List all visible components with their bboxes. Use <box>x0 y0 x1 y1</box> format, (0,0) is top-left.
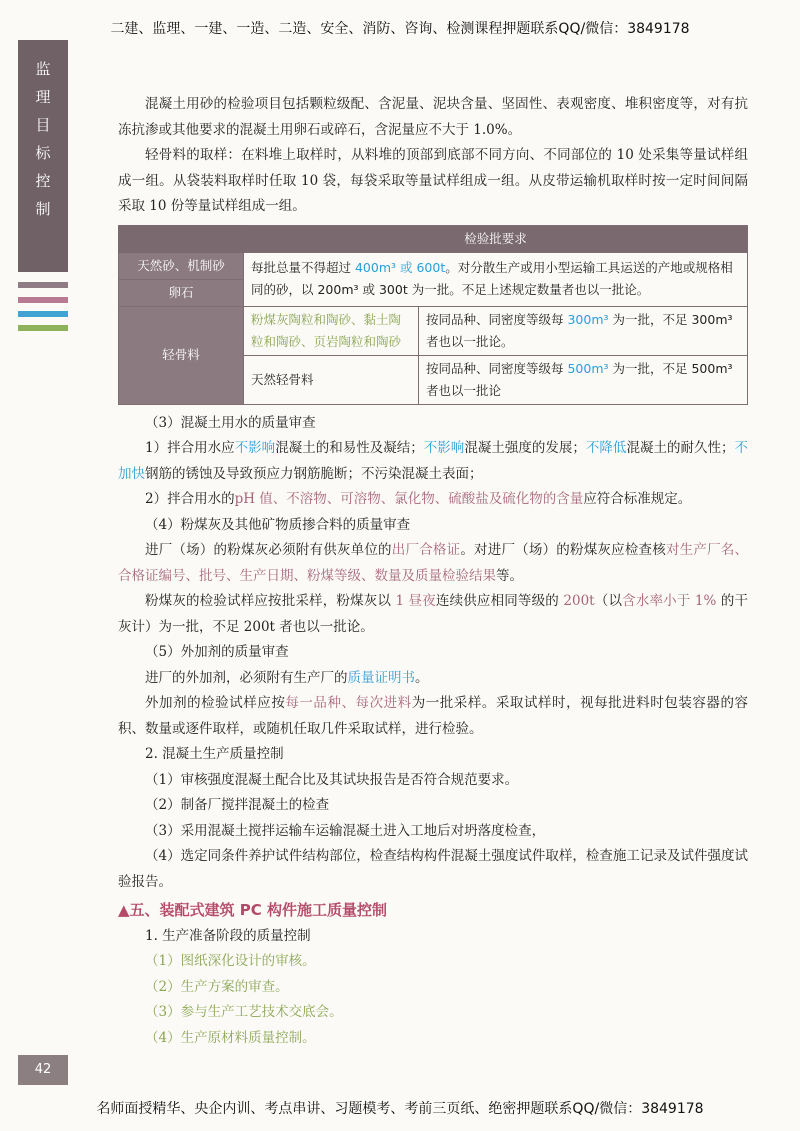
page-header: 二建、监理、一建、一造、二造、安全、消防、咨询、检测课程押题联系QQ/微信：3849178 <box>110 21 690 37</box>
row-label-sand: 天然砂、机制砂 <box>119 252 244 279</box>
paragraph-sand: 混凝土用砂的检验项目包括颗粒级配、含泥量、泥块含量、坚固性、表观密度、堆积密度等，对有抗冻抗渗或其他要求的混凝土用卵石或碎石，含泥量应不大于 1.0%。 <box>118 96 748 138</box>
sidebar-strip <box>18 297 68 303</box>
sand-requirement: 每批总量不得超过 400m³ 或 600t。对分散生产或用小型运输工具运送的产地或规格相同的砂，以 200m³ 或 300t 为一批。不足上述规定数量者也以一批论。 <box>244 252 748 306</box>
production-item: （2）制备厂搅拌混凝土的检查 <box>145 797 330 813</box>
page-footer: 名师面授精华、央企内训、考点串讲、习题模考、考前三页纸、绝密押题联系QQ/微信：3849178 <box>96 1101 704 1117</box>
row-label-lightweight: 轻骨料 <box>119 306 244 404</box>
section-heading: ▲五、装配式建筑 PC 构件施工质量控制 <box>118 901 387 919</box>
page-number: 42 <box>18 1055 68 1085</box>
admixture-para-1: 进厂的外加剂，必须附有生产厂的质量证明书。 <box>145 669 429 686</box>
lightweight-type-1: 粉煤灰陶粒和陶砂、黏土陶粒和陶砂、页岩陶粒和陶砂 <box>244 306 419 355</box>
sidebar-tab <box>18 40 68 272</box>
flyash-para-2: 粉煤灰的检验试样应按批采样，粉煤灰以 1 昼夜连续供应相同等级的 200t（以含水率小于 1% 的干灰计）为一批，不足 200t 者也以一批论。 <box>118 593 748 635</box>
sidebar-strip <box>18 311 68 317</box>
prep-item: （4）生产原材料质量控制。 <box>145 1029 316 1046</box>
lightweight-req-1: 按同品种、同密度等级每 300m³ 为一批，不足 300m³ 者也以一批论。 <box>419 306 748 355</box>
sidebar-strip <box>18 325 68 331</box>
production-item: （4）选定同条件养护试件结构部位，检查结构构件混凝土强度试件取样，检查施工记录及试件强度试验报告。 <box>118 848 748 890</box>
lightweight-req-2: 按同品种、同密度等级每 500m³ 为一批，不足 500m³ 者也以一批论 <box>419 355 748 404</box>
admixture-title: （5）外加剂的质量审查 <box>145 644 289 660</box>
inspection-lot-table <box>118 225 748 405</box>
admixture-para-2: 外加剂的检验试样应按每一品种、每次进料为一批采样。采取试样时，视每批进料时包装容器的容积、数量或逐件取样，或随机任取几件采取试样，进行检验。 <box>118 695 749 737</box>
prep-item: （3）参与生产工艺技术交底会。 <box>145 1004 343 1020</box>
paragraph-lightweight: 轻骨料的取样：在料堆上取样时，从料堆的顶部到底部不同方向、不同部位的 10 处采集等量试样组成一组。从袋装料取样时任取 10 袋，每袋采取等量试样组成一组。从皮带运输机取样时按一定时间间隔采取 10 份等量试样组成一组。 <box>118 147 748 214</box>
water-item-1: 1）拌合用水应不影响混凝土的和易性及凝结；不影响混凝土强度的发展；不降低混凝土的耐久性；不加快钢筋的锈蚀及导致预应力钢筋脆断；不污染混凝土表面； <box>118 440 749 482</box>
triangle-icon: ▲ <box>118 901 130 919</box>
flyash-para-1: 进厂（场）的粉煤灰必须附有供灰单位的出厂合格证。对进厂（场）的粉煤灰应检查核对生产厂名、合格证编号、批号、生产日期、粉煤等级、数量及质量检验结果等。 <box>118 542 749 584</box>
sidebar-label: 监 理 目 标 控 制 <box>35 60 51 218</box>
table-header: 检验批要求 <box>244 225 748 252</box>
lightweight-type-2: 天然轻骨料 <box>244 355 419 404</box>
row-label-gravel: 卵石 <box>119 279 244 306</box>
main-content <box>118 92 748 1051</box>
production-item: （3）采用混凝土搅拌运输车运输混凝土进入工地后对坍落度检查， <box>145 822 546 839</box>
water-item-2: 2）拌合用水的pH 值、不溶物、可溶物、氯化物、硫酸盐及硫化物的含量应符合标准规定。 <box>145 491 692 507</box>
production-item: （1）审核强度混凝土配合比及其试块报告是否符合规范要求。 <box>145 771 519 788</box>
sidebar-strip <box>18 282 68 288</box>
flyash-title: （4）粉煤灰及其他矿物质掺合料的质量审查 <box>145 516 411 533</box>
production-title: 2. 混凝土生产质量控制 <box>145 746 284 762</box>
prep-item: （2）生产方案的审查。 <box>145 978 289 995</box>
prep-title: 1. 生产准备阶段的质量控制 <box>145 927 311 944</box>
water-title: （3）混凝土用水的质量审查 <box>145 414 316 431</box>
prep-item: （1）图纸深化设计的审核。 <box>145 953 316 969</box>
